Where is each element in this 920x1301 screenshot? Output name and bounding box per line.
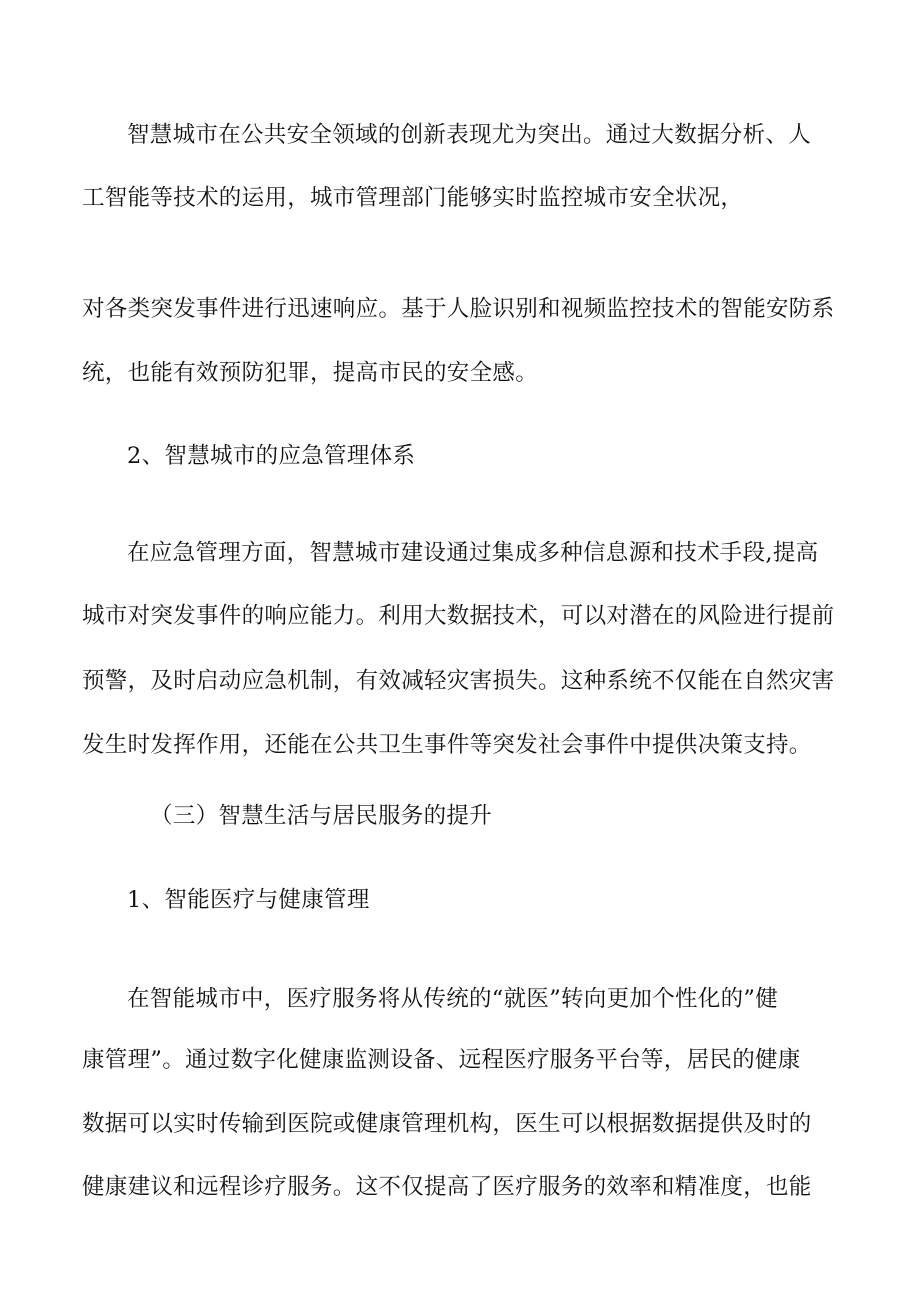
heading-emergency-management: 2、智慧城市的应急管理体系 [127, 443, 416, 469]
paragraph-healthcare-line-3: 数据可以实时传输到医院或健康管理机构，医生可以根据数据提供及时的 [82, 1111, 812, 1137]
paragraph-emergency-line-2: 城市对突发事件的响应能力。利用大数据技术，可以对潜在的风险进行提前 [82, 603, 835, 629]
paragraph-healthcare-line-1: 在智能城市中，医疗服务将从传统的“就医”转向更加个性化的”健 [127, 986, 779, 1012]
paragraph-public-safety-line-1: 智慧城市在公共安全领域的创新表现尤为突出。通过大数据分析、人 [127, 122, 812, 148]
heading-smart-living-section: （三）智慧生活与居民服务的提升 [150, 803, 493, 829]
paragraph-response-line-2: 统，也能有效预防犯罪，提高市民的安全感。 [82, 360, 539, 386]
paragraph-response-line-1: 对各类突发事件进行迅速响应。基于人脸识别和视频监控技术的智能安防系 [82, 296, 835, 322]
paragraph-emergency-line-4: 发生时发挥作用，还能在公共卫生事件等突发社会事件中提供决策支持。 [82, 732, 812, 758]
paragraph-emergency-line-3: 预警，及时启动应急机制，有效减轻灾害损失。这种系统不仅能在自然灾害 [82, 668, 835, 694]
paragraph-public-safety-line-2: 工智能等技术的运用，城市管理部门能够实时监控城市安全状况， [82, 185, 744, 211]
paragraph-healthcare-line-2: 康管理”。通过数字化健康监测设备、远程医疗服务平台等，居民的健康 [82, 1047, 801, 1073]
paragraph-healthcare-line-4: 健康建议和远程诊疗服务。这不仅提高了医疗服务的效率和精准度，也能 [82, 1174, 812, 1200]
paragraph-emergency-line-1: 在应急管理方面，智慧城市建设通过集成多种信息源和技术手段,提高 [127, 540, 819, 566]
heading-smart-healthcare: 1、智能医疗与健康管理 [127, 887, 370, 913]
